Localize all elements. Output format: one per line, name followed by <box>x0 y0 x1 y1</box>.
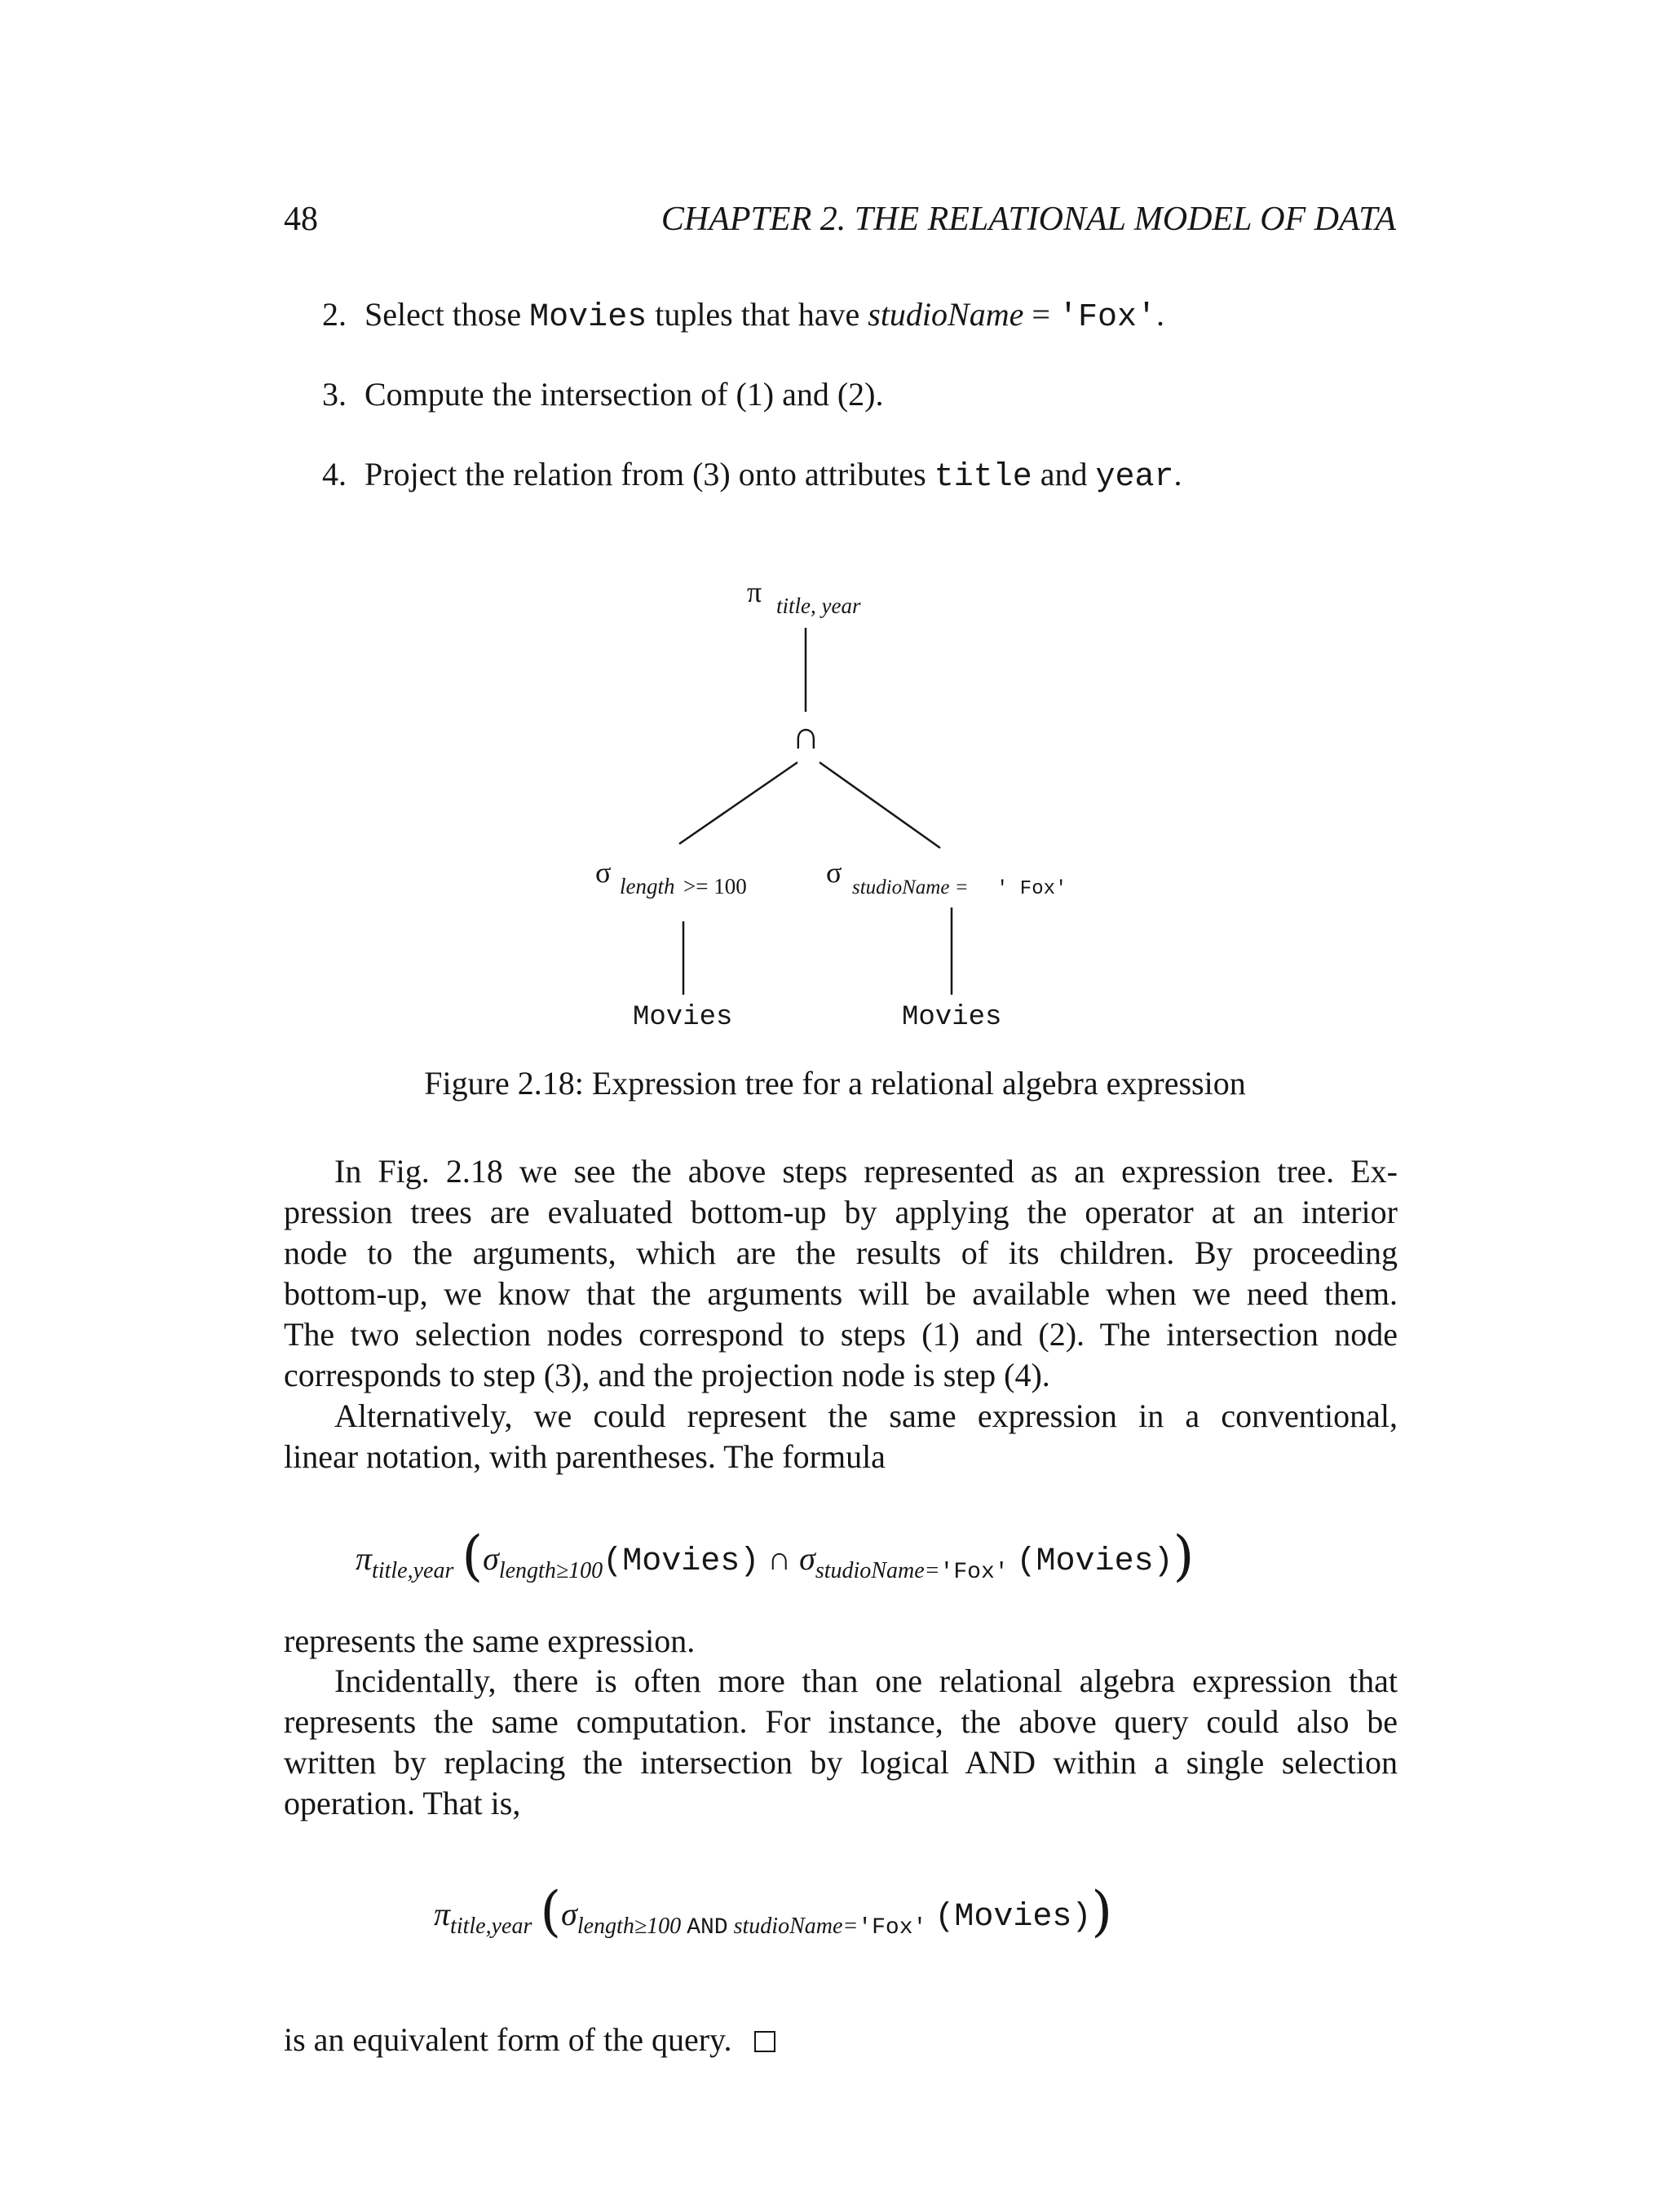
tree-root-attributes: title, year <box>776 594 861 618</box>
text-line: written by replacing the intersection by logical AND within a single selection <box>284 1744 1398 1781</box>
condition-attribute: studioName= <box>815 1558 940 1583</box>
sigma-symbol: σ <box>561 1896 577 1932</box>
text-line: Incidentally, there is often more than one relational algebra expression that <box>334 1662 1398 1699</box>
tree-right-sigma: σ <box>826 856 842 889</box>
sigma-symbol: σ <box>799 1540 815 1577</box>
end-of-proof-icon <box>754 2031 775 2052</box>
code-text: Movies <box>529 299 647 336</box>
text-line: corresponds to step (3), and the projection node is step (4). <box>284 1357 1050 1393</box>
sigma-subscript: length≥100 <box>498 1558 603 1583</box>
paragraph-4 <box>284 1661 1398 1824</box>
text-line: pression trees are evaluated bottom-up by applying the operator at an interior <box>284 1194 1398 1230</box>
paragraph-1 <box>284 1151 1398 1396</box>
closing-line <box>284 2020 775 2059</box>
condition-value: 'Fox' <box>939 1560 1009 1585</box>
text-line: represents the same computation. For instance, the above query could also be <box>284 1703 1398 1740</box>
intersection-symbol: ∩ <box>767 1540 792 1577</box>
step-text: Project the relation from (3) onto attributes <box>364 456 934 492</box>
closing-text: is an equivalent form of the query. <box>284 2021 732 2058</box>
tree-right-value: ' Fox' <box>996 878 1067 900</box>
text-line: operation. That is, <box>284 1785 521 1821</box>
step-number: 4. <box>322 456 347 492</box>
code-text: 'Fox' <box>1058 299 1156 336</box>
open-paren: ( <box>540 1880 562 1943</box>
sigma-subscript <box>815 1558 1009 1583</box>
relation-argument: (Movies) <box>934 1899 1092 1936</box>
close-paren: ) <box>1173 1525 1195 1587</box>
tree-root-pi: π <box>747 576 762 608</box>
condition-attribute: length≥100 <box>577 1914 682 1939</box>
step-text: Compute the intersection of (1) and (2). <box>364 376 884 413</box>
tree-left-sigma: σ <box>595 856 612 889</box>
step-text: tuples that have <box>647 296 868 333</box>
step-text: = <box>1023 296 1058 333</box>
figure-caption: Figure 2.18: Expression tree for a relational algebra expression <box>424 1065 1246 1102</box>
relation-argument: (Movies) <box>1016 1543 1173 1580</box>
step-number: 2. <box>322 296 347 333</box>
code-text: year <box>1095 459 1174 496</box>
sigma-subscript <box>577 1914 926 1939</box>
tree-right-attribute: studioName = <box>852 876 969 898</box>
edge-intersect-to-left <box>679 762 797 844</box>
text-line: linear notation, with parentheses. The formula <box>284 1438 886 1475</box>
paragraph-3 <box>284 1621 1398 1662</box>
pi-symbol: π <box>434 1896 451 1932</box>
and-keyword: AND <box>687 1915 728 1940</box>
running-head: CHAPTER 2. THE RELATIONAL MODEL OF DATA <box>660 201 1396 238</box>
text-line: represents the same expression. <box>284 1623 696 1659</box>
pi-symbol: π <box>356 1540 373 1577</box>
step-text: Select those <box>364 296 530 333</box>
page-number: 48 <box>284 201 318 238</box>
attribute-name: studioName <box>868 296 1024 333</box>
step-text: . <box>1155 296 1164 333</box>
paragraph-2 <box>284 1396 1398 1477</box>
open-paren: ( <box>462 1525 484 1587</box>
text-line: bottom-up, we know that the arguments will be available when we need them. <box>284 1275 1398 1312</box>
pi-subscript: title,year <box>372 1558 454 1583</box>
condition-value: 'Fox' <box>858 1915 927 1940</box>
tree-left-condition: >= 100 <box>683 874 747 898</box>
text-line: Alternatively, we could represent the same expression in a conventional, <box>334 1397 1398 1434</box>
step-text: and <box>1032 456 1096 492</box>
text-line: In Fig. 2.18 we see the above steps represented as an expression tree. Ex- <box>334 1153 1398 1190</box>
code-text: title <box>934 459 1032 496</box>
step-text: . <box>1173 456 1182 492</box>
relation-argument: (Movies) <box>603 1543 760 1580</box>
step-number: 3. <box>322 376 347 413</box>
close-paren: ) <box>1091 1880 1113 1943</box>
text-line: The two selection nodes correspond to steps (1) and (2). The intersection node <box>284 1316 1398 1353</box>
pi-subscript: title,year <box>450 1914 532 1939</box>
sigma-symbol: σ <box>483 1540 499 1577</box>
edge-intersect-to-right <box>820 762 940 848</box>
text-line: node to the arguments, which are the results of its children. By proceeding <box>284 1234 1398 1271</box>
tree-intersection: ∩ <box>792 714 820 757</box>
tree-right-leaf: Movies <box>902 1002 1002 1033</box>
formula-2 <box>434 1875 1113 1943</box>
condition-attribute: studioName= <box>733 1914 859 1939</box>
formula-1 <box>356 1520 1195 1587</box>
tree-left-leaf: Movies <box>633 1002 733 1033</box>
tree-left-attribute: length <box>620 874 675 898</box>
